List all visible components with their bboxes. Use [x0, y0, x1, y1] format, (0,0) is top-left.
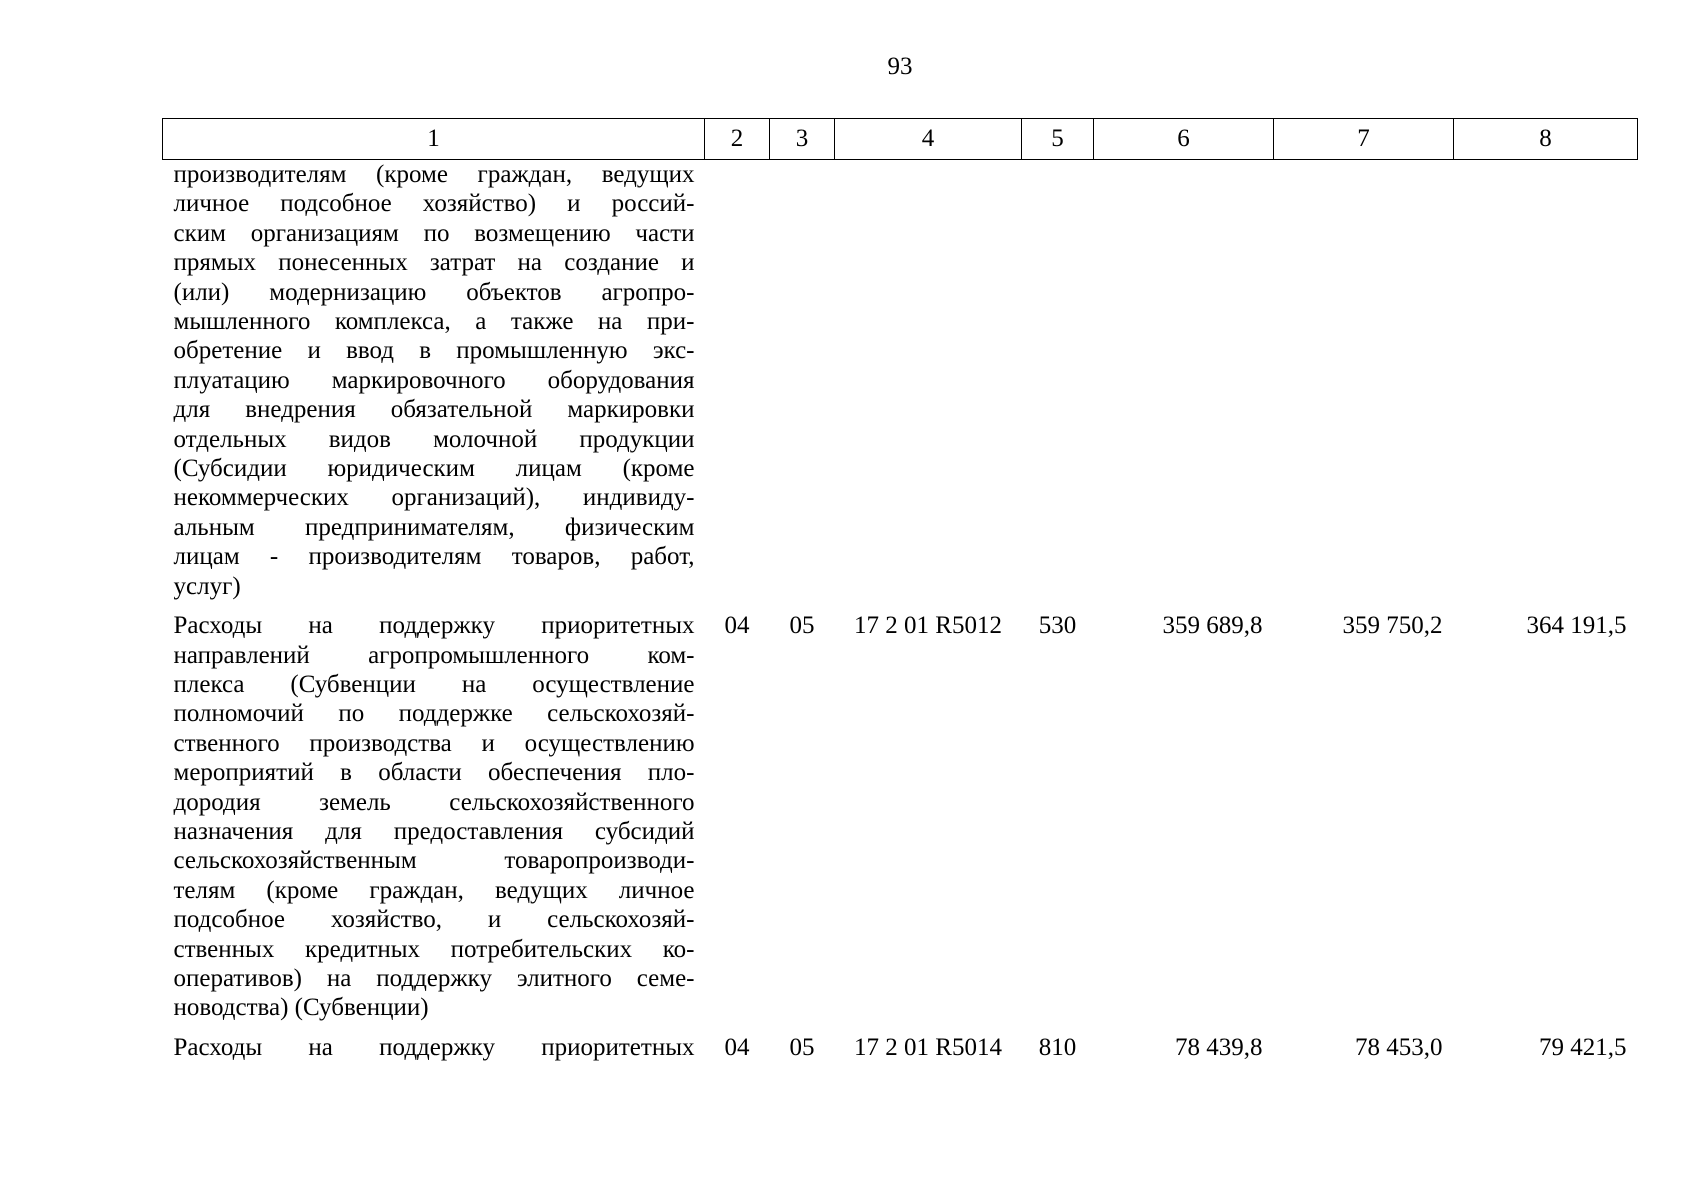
target-article-code: 17 2 01 R5012: [854, 612, 1002, 640]
description-line: дородия земель сельскохозяйственного: [173, 788, 695, 816]
expense-type-code: 530: [1038, 612, 1077, 640]
description-line: (Субсидии юридическим лицам (кроме: [173, 455, 695, 483]
description-line: ственного производства и осуществлению: [173, 729, 695, 757]
description-line: производителям (кроме граждан, ведущих: [173, 161, 695, 188]
subsection-code: 05: [789, 612, 815, 640]
amount-year-2: 78 453,0: [1355, 1033, 1443, 1061]
header-row: [163, 119, 1638, 160]
amount-year-1: [1094, 160, 1274, 602]
description-line: ским организациям по возмещению части: [173, 219, 695, 247]
row-description: [163, 160, 705, 602]
description-line: услуг): [173, 572, 241, 600]
amount-year-3: [1454, 160, 1638, 602]
subsection-code: [770, 160, 835, 602]
section-code: 04: [724, 1033, 750, 1061]
budget-table: [162, 118, 1638, 1062]
description-line: назначения для предоставления субсидий: [173, 817, 695, 845]
description-line: сельскохозяйственным товаропроизводи-: [173, 847, 695, 875]
target-article-code: [835, 160, 1022, 602]
description-line: Расходы на поддержку приоритетных: [173, 1033, 695, 1061]
section-code: [705, 160, 770, 602]
description-line: для внедрения обязательной маркировки: [173, 396, 695, 424]
expense-type-code: [1022, 160, 1094, 602]
column-header-8: 8: [1454, 119, 1638, 160]
amount-year-3: 364 191,5: [1526, 612, 1627, 640]
table-row: [163, 160, 1638, 602]
column-header-6: 6: [1094, 119, 1274, 160]
description-line: обретение и ввод в промышленную экс-: [173, 337, 695, 365]
description-line: ственных кредитных потребительских ко-: [173, 935, 695, 963]
section-code: 04: [724, 612, 750, 640]
column-header-7: 7: [1274, 119, 1454, 160]
row-description: [163, 1023, 705, 1062]
amount-year-1: 359 689,8: [1162, 612, 1263, 640]
amount-year-3: 79 421,5: [1539, 1033, 1627, 1061]
description-line: Расходы на поддержку приоритетных: [173, 612, 695, 640]
description-line: плекса (Субвенции на осуществление: [173, 670, 695, 698]
description-line: лицам - производителям товаров, работ,: [173, 543, 695, 571]
description-line: некоммерческих организаций), индивиду-: [173, 484, 695, 512]
description-line: альным предпринимателям, физическим: [173, 513, 695, 541]
column-header-4: 4: [835, 119, 1022, 160]
expense-type-code: 810: [1038, 1033, 1077, 1061]
description-line: прямых понесенных затрат на создание и: [173, 249, 695, 277]
column-header-3: 3: [770, 119, 835, 160]
amount-year-2: 359 750,2: [1342, 612, 1443, 640]
column-header-1: 1: [163, 119, 705, 160]
description-line: полномочий по поддержке сельскохозяй-: [173, 700, 695, 728]
table-header: [163, 119, 1638, 160]
description-line: личное подсобное хозяйство) и россий-: [173, 190, 695, 218]
description-line: подсобное хозяйство, и сельскохозяй-: [173, 906, 695, 934]
amount-year-1: 78 439,8: [1175, 1033, 1263, 1061]
description-line: (или) модернизацию объектов агропро-: [173, 278, 695, 306]
table-row: [163, 1023, 1638, 1062]
description-line: направлений агропромышленного ком-: [173, 641, 695, 669]
description-line: отдельных видов молочной продукции: [173, 425, 695, 453]
description-line: оперативов) на поддержку элитного семе-: [173, 964, 695, 992]
description-line: мышленного комплекса, а также на при-: [173, 308, 695, 336]
description-line: мероприятий в области обеспечения пло-: [173, 759, 695, 787]
amount-year-2: [1274, 160, 1454, 602]
column-header-2: 2: [705, 119, 770, 160]
column-header-5: 5: [1022, 119, 1094, 160]
subsection-code: 05: [789, 1033, 815, 1061]
page-number: 93: [887, 53, 913, 80]
description-line: телям (кроме граждан, ведущих личное: [173, 876, 695, 904]
row-description: [163, 601, 705, 1023]
description-line: плуатацию маркировочного оборудования: [173, 366, 695, 394]
table-row: [163, 601, 1638, 1023]
description-line: новодства) (Субвенции): [173, 994, 429, 1022]
target-article-code: 17 2 01 R5014: [854, 1033, 1002, 1061]
